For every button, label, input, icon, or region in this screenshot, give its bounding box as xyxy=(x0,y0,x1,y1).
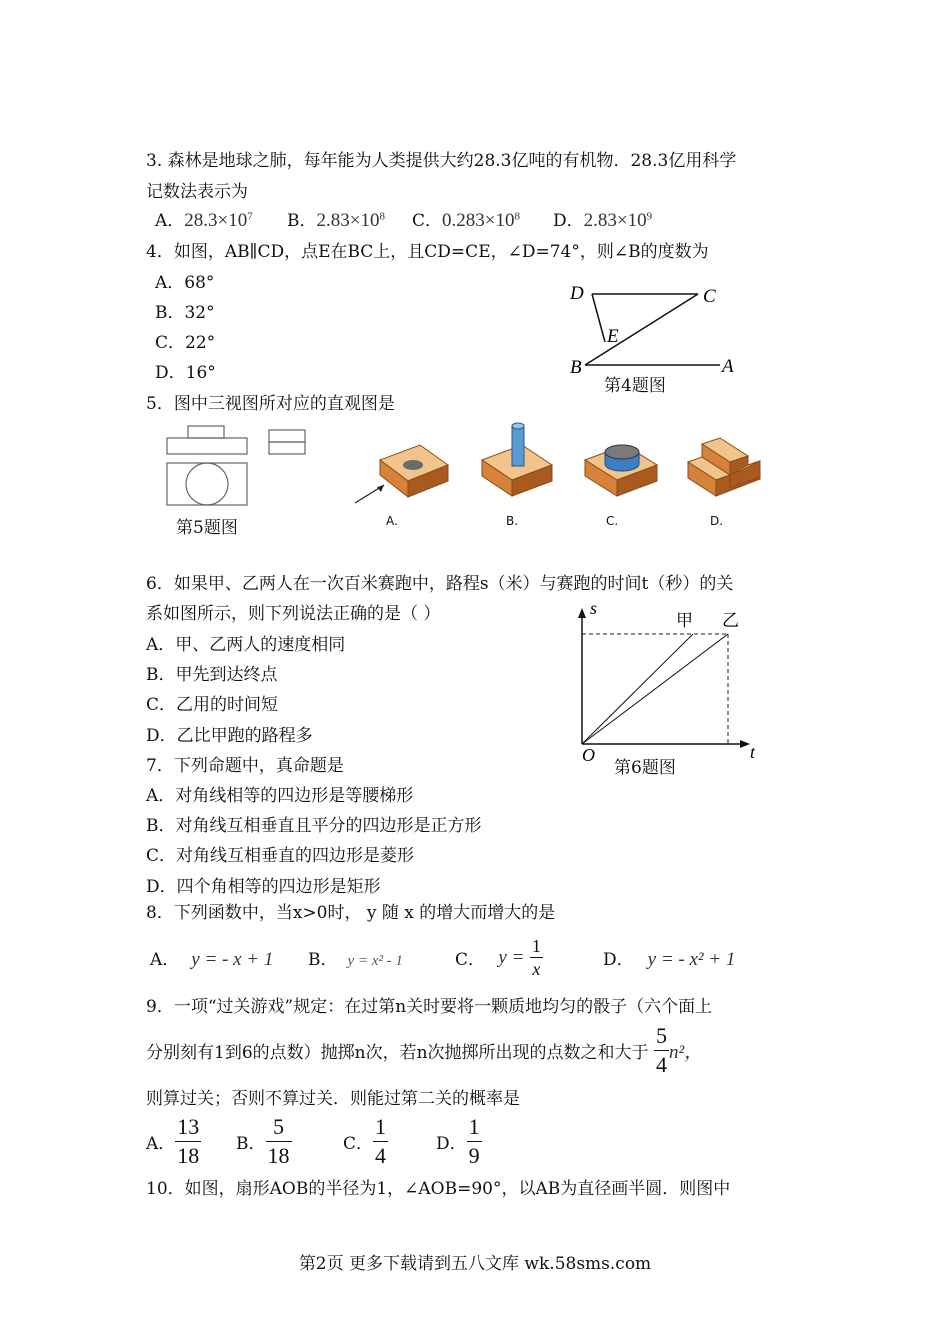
q8-option-c: C． y = $\frac{1}{x}$ xyxy=(455,936,541,979)
q6-line1: 6．如果甲、乙两人在一次百米赛跑中，路程s（米）与赛跑的时间t（秒）的关 xyxy=(146,574,734,594)
q8-option-d: D． y = - x² + 1 xyxy=(603,949,736,970)
q6-origin-label: O xyxy=(582,745,595,765)
q4-option-a: A．68° xyxy=(155,273,215,293)
q10-stem: 10．如图，扇形AOB的半径为1，∠AOB=90°，以AB为直径画半圆．则图中 xyxy=(146,1179,731,1199)
q5-choice-c: C. xyxy=(606,514,619,528)
q6-option-a: A．甲、乙两人的速度相同 xyxy=(146,635,346,655)
q9-option-a: A． $\frac{13}{18}$ xyxy=(146,1114,200,1168)
q8-stem: 8．下列函数中，当x>0时， y 随 x 的增大而增大的是 xyxy=(146,903,556,923)
q4-label-c: C xyxy=(703,286,716,307)
q6-line2: 系如图所示，则下列说法正确的是（ ） xyxy=(146,604,441,624)
q3-option-d: D．$2.83\times 10^9$ xyxy=(553,210,653,231)
q6-jia-label: 甲 xyxy=(676,611,693,630)
q4-option-c: C．22° xyxy=(155,333,216,353)
q3-line2: 记数法表示为 xyxy=(146,182,248,202)
q8-option-b: B． y = x² - 1 xyxy=(308,950,403,970)
q5-choice-d: D. xyxy=(710,514,724,528)
q7-option-a: A．对角线相等的四边形是等腰梯形 xyxy=(146,786,414,806)
q3-option-a: A．$28.3\times 10^7$ xyxy=(155,210,253,231)
q3-line1: 3. 森林是地球之肺，每年能为人类提供大约28.3亿吨的有机物．28.3亿用科学 xyxy=(146,151,737,171)
q6-s-label: s xyxy=(590,598,598,618)
q7-option-d: D．四个角相等的四边形是矩形 xyxy=(146,877,381,897)
q5-choice-a: A. xyxy=(386,514,398,528)
q7-option-c: C．对角线互相垂直的四边形是菱形 xyxy=(146,846,415,866)
q3-option-b: B．$2.83\times 10^8$ xyxy=(287,210,385,231)
q5-choice-c-figure xyxy=(575,430,670,505)
q4-label-a: A xyxy=(722,356,734,377)
q6-t-label: t xyxy=(750,742,756,762)
q5-choice-b-figure xyxy=(472,420,562,505)
q5-caption: 第5题图 xyxy=(176,518,238,538)
q4-label-d: D xyxy=(570,283,584,304)
q9-line2: 分别刻有1到6的点数）抛掷n次，若n次抛掷所出现的点数之和大于 $\frac{5}{4}$ n²， xyxy=(146,1023,704,1077)
q5-choice-b: B. xyxy=(506,514,519,528)
q9-option-c: C． $\frac{1}{4}$ xyxy=(343,1114,387,1168)
q6-option-b: B．甲先到达终点 xyxy=(146,665,278,685)
q7-stem: 7．下列命题中，真命题是 xyxy=(146,756,344,776)
q9-option-b: B． $\frac{5}{18}$ xyxy=(236,1114,290,1168)
q9-option-d: D． $\frac{1}{9}$ xyxy=(436,1114,480,1168)
q9-line1: 9．一项“过关游戏”规定：在过第n关时要将一颗质地均匀的骰子（六个面上 xyxy=(146,997,713,1017)
q6-option-d: D．乙比甲跑的路程多 xyxy=(146,726,313,746)
q6-caption: 第6题图 xyxy=(614,758,676,778)
q3-option-c: C．$0.283\times 10^8$ xyxy=(412,210,520,231)
q5-choice-a-figure xyxy=(350,425,460,510)
q4-option-d: D．16° xyxy=(155,363,216,383)
q4-option-b: B．32° xyxy=(155,303,215,323)
q5-choice-d-figure xyxy=(680,430,770,505)
page-footer: 第2页 更多下载请到五八文库 wk.58sms.com xyxy=(298,1254,652,1274)
q6-option-c: C．乙用的时间短 xyxy=(146,695,279,715)
q6-figure xyxy=(570,598,770,766)
q5-stem: 5．图中三视图所对应的直观图是 xyxy=(146,394,395,414)
q7-option-b: B．对角线互相垂直且平分的四边形是正方形 xyxy=(146,816,482,836)
q4-label-b: B xyxy=(570,357,582,378)
q4-stem: 4．如图，AB∥CD，点E在BC上，且CD=CE，∠D=74°，则∠B的度数为 xyxy=(146,242,709,262)
q4-caption: 第4题图 xyxy=(604,376,666,396)
q8-option-a: A． y = - x + 1 xyxy=(150,949,274,970)
q4-label-e: E xyxy=(607,326,619,347)
q6-yi-label: 乙 xyxy=(722,611,739,630)
q5-three-views xyxy=(160,420,320,510)
q9-line3: 则算过关；否则不算过关．则能过第二关的概率是 xyxy=(146,1089,520,1109)
